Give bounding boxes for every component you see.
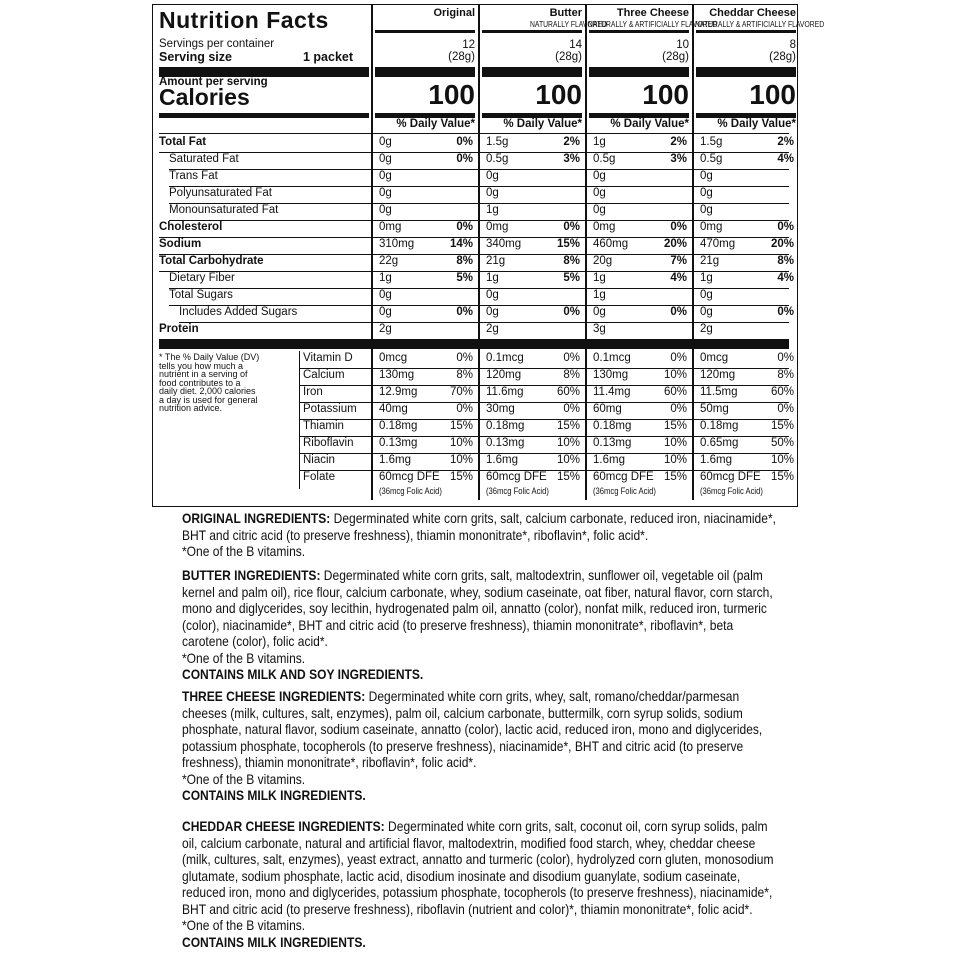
nutrient-label: Monounsaturated Fat	[169, 204, 279, 216]
nutrient-label: Total Carbohydrate	[159, 255, 264, 267]
nutrient-amount: 340mg	[486, 238, 522, 250]
vitamin-dv: 0%	[563, 352, 580, 364]
footnote-line: food contributes to a	[159, 377, 241, 388]
panel-title: Nutrition Facts	[159, 7, 329, 33]
vitamin-amount: 0.18mg	[486, 420, 525, 432]
vitamin-dv: 0%	[777, 403, 794, 415]
nutrient-amount: 1g	[486, 272, 499, 284]
vitamin-dv: 50%	[770, 437, 794, 449]
nutrient-dv: 0%	[670, 221, 687, 233]
vitamin-amount: 40mg	[379, 403, 408, 415]
nutrient-dv: 0%	[456, 306, 473, 318]
ingredient-title: THREE CHEESE INGREDIENTS:	[182, 688, 366, 704]
vitamin-amount: 0.13mg	[486, 437, 525, 449]
nutrient-amount: 1g	[486, 204, 499, 216]
column-serving-grams: (28g)	[769, 51, 796, 63]
row-rule	[169, 288, 789, 289]
nutrient-dv: 0%	[456, 136, 473, 148]
nutrient-dv: 2%	[777, 136, 794, 148]
dv-header: % Daily Value*	[503, 118, 582, 130]
nutrient-amount: 1g	[379, 272, 392, 284]
footnote-line: * The % Daily Value (DV)	[159, 352, 260, 362]
ingredient-note: *One of the B vitamins.	[182, 770, 306, 787]
ingredient-paragraph	[182, 818, 780, 917]
nutrient-amount: 0.5g	[486, 153, 509, 165]
vitamin-dv: 15%	[770, 471, 794, 483]
dv-header: % Daily Value*	[610, 118, 689, 130]
thick-divider	[159, 339, 789, 349]
vitamin-amount: 0mcg	[700, 352, 729, 364]
vitamin-amount: 0.18mg	[593, 420, 632, 432]
dv-header: % Daily Value*	[396, 118, 475, 130]
vitamin-dv: 0%	[456, 403, 473, 415]
nutrient-amount: 0.5g	[593, 153, 616, 165]
nutrient-dv: 20%	[770, 238, 794, 250]
vitamin-amount: 60mcg DFE	[700, 471, 761, 483]
vitamin-amount: 120mg	[700, 369, 736, 381]
medium-divider	[159, 113, 369, 118]
footnote-line: tells you how much a	[159, 360, 244, 371]
nutrient-label: Polyunsaturated Fat	[169, 187, 272, 199]
column-separator	[692, 5, 694, 500]
vitamin-amount: 60mcg DFE	[593, 471, 654, 483]
ingredient-block	[182, 818, 780, 950]
vitamin-dv: 10%	[449, 454, 473, 466]
vitamin-dv: 10%	[556, 437, 580, 449]
nutrient-amount: 21g	[486, 255, 506, 267]
nutrient-amount: 0g	[593, 306, 606, 318]
column-name: Butter	[549, 7, 582, 19]
vitamin-dv: 10%	[556, 454, 580, 466]
vitamin-amount: 0.1mcg	[486, 352, 524, 364]
column-separator	[371, 5, 373, 500]
vitamin-label: Niacin	[303, 454, 335, 466]
vitamin-amount: 1.6mg	[593, 454, 625, 466]
nutrient-amount: 2g	[486, 323, 499, 335]
vitamin-amount: 60mcg DFE	[486, 471, 547, 483]
nutrient-amount: 0g	[379, 289, 392, 301]
vitamin-amount: 0.1mcg	[593, 352, 631, 364]
nutrient-amount: 3g	[593, 323, 606, 335]
vitamin-dv: 10%	[770, 454, 794, 466]
nutrient-dv: 0%	[777, 221, 794, 233]
vitamin-amount: 1.6mg	[379, 454, 411, 466]
nutrient-amount: 0g	[700, 306, 713, 318]
nutrient-label: Includes Added Sugars	[179, 306, 298, 318]
calories-label: Calories	[159, 84, 250, 110]
vitamin-dv: 8%	[563, 369, 580, 381]
vitamin-dv: 8%	[777, 369, 794, 381]
folic-acid-note: (36mcg Folic Acid)	[486, 486, 549, 496]
nutrient-amount: 1.5g	[486, 136, 509, 148]
vitamin-dv: 10%	[663, 369, 687, 381]
nutrient-amount: 1g	[593, 136, 606, 148]
vitamin-dv: 10%	[663, 454, 687, 466]
vitamin-label: Calcium	[303, 369, 345, 381]
thick-divider	[589, 67, 689, 77]
thick-divider	[482, 67, 582, 77]
nutrient-dv: 0%	[670, 306, 687, 318]
column-calories: 100	[642, 79, 689, 110]
nutrient-amount: 0g	[593, 187, 606, 199]
column-servings: 10	[676, 39, 689, 51]
ingredient-block	[182, 510, 780, 560]
column-separator	[478, 5, 480, 500]
vitamin-dv: 60%	[663, 386, 687, 398]
ingredient-text: Degerminated white corn grits, salt, calcium carbonate, reduced iron, niacinamide*, BHT and citric acid (to preserve freshness), thiamin mononitrate*, riboflavin*, folic acid*.	[182, 510, 776, 543]
nutrient-amount: 2g	[700, 323, 713, 335]
ingredient-note: *One of the B vitamins.	[182, 649, 306, 666]
vitamin-dv: 10%	[663, 437, 687, 449]
vitamin-label: Iron	[303, 386, 323, 398]
column-flavor: NATURALLY FLAVORED	[530, 20, 607, 29]
row-rule	[159, 133, 789, 134]
nutrient-dv: 0%	[777, 306, 794, 318]
nutrient-amount: 0mg	[593, 221, 616, 233]
column-name: Original	[433, 7, 475, 19]
vitamin-dv: 15%	[449, 471, 473, 483]
nutrient-amount: 0g	[379, 204, 392, 216]
vitamin-separator	[299, 351, 300, 489]
nutrient-dv: 2%	[670, 136, 687, 148]
nutrient-label: Sodium	[159, 238, 202, 250]
footnote-line: nutrient in a serving of	[159, 369, 248, 379]
nutrient-amount: 0g	[486, 187, 499, 199]
vitamin-dv: 15%	[449, 420, 473, 432]
vitamin-amount: 1.6mg	[700, 454, 732, 466]
vitamin-amount: 11.5mg	[700, 386, 738, 398]
folic-acid-note: (36mcg Folic Acid)	[593, 486, 656, 496]
vitamin-label: Thiamin	[303, 420, 344, 432]
nutrient-amount: 0mg	[700, 221, 723, 233]
vitamin-dv: 0%	[777, 352, 794, 364]
vitamin-dv: 15%	[663, 420, 687, 432]
nutrient-amount: 20g	[593, 255, 613, 267]
vitamin-dv: 15%	[556, 420, 580, 432]
vitamin-amount: 11.6mg	[486, 386, 524, 398]
column-top-rule	[375, 30, 475, 33]
allergen-statement: CONTAINS MILK INGREDIENTS.	[182, 787, 366, 803]
nutrient-amount: 0g	[700, 170, 713, 182]
vitamin-amount: 30mg	[486, 403, 515, 415]
nutrient-amount: 0g	[593, 204, 606, 216]
vitamin-amount: 0.18mg	[379, 420, 418, 432]
ingredient-paragraph	[182, 567, 780, 650]
vitamin-amount: 11.4mg	[593, 386, 631, 398]
vitamin-amount: 60mg	[593, 403, 622, 415]
vitamin-amount: 50mg	[700, 403, 729, 415]
nutrient-label: Saturated Fat	[169, 153, 239, 165]
servings-label: Servings per container	[159, 38, 275, 50]
nutrient-amount: 21g	[700, 255, 720, 267]
vitamin-amount: 0.13mg	[593, 437, 632, 449]
vitamin-amount: 0.18mg	[700, 420, 739, 432]
nutrient-dv: 0%	[456, 153, 473, 165]
ingredient-title: ORIGINAL INGREDIENTS:	[182, 510, 331, 526]
vitamin-dv: 0%	[563, 403, 580, 415]
allergen-statement: CONTAINS MILK AND SOY INGREDIENTS.	[182, 666, 424, 682]
thick-divider	[375, 67, 475, 77]
nutrient-amount: 0.5g	[700, 153, 723, 165]
nutrient-dv: 0%	[563, 221, 580, 233]
nutrient-amount: 0g	[700, 204, 713, 216]
nutrient-label: Dietary Fiber	[169, 272, 235, 284]
nutrient-amount: 0mg	[486, 221, 509, 233]
vitamin-dv: 10%	[449, 437, 473, 449]
vitamin-label: Potassium	[303, 403, 357, 415]
ingredient-title: CHEDDAR CHEESE INGREDIENTS:	[182, 818, 385, 834]
column-serving-grams: (28g)	[555, 51, 582, 63]
folic-acid-note: (36mcg Folic Acid)	[700, 486, 763, 496]
ingredient-text: Degerminated white corn grits, salt, maltodextrin, sunflower oil, vegetable oil (palm kernel and palm oil), rice flour, calcium carbonate, whey, sodium caseinate, oat fiber, natural flavor, corn starch, mono and diglycerides, soy lecithin, hydrogenated palm oil, annatto (color), nonfat milk, reduced iron, turmeric (color), niacinamide*, BHT and citric acid (to preserve freshness), thiamin mononitrate*, riboflavin*, beta carotene (color), folic acid*.	[182, 567, 773, 649]
column-flavor: NATURALLY & ARTIFICIALLY FLAVORED	[695, 20, 825, 29]
nutrient-amount: 0g	[486, 170, 499, 182]
nutrient-label: Total Sugars	[169, 289, 233, 301]
nutrient-dv: 3%	[563, 153, 580, 165]
ingredient-note: *One of the B vitamins.	[182, 543, 306, 559]
vitamin-label: Vitamin D	[303, 352, 353, 364]
vitamin-dv: 15%	[556, 471, 580, 483]
column-separator	[585, 5, 587, 500]
vitamin-amount: 0.13mg	[379, 437, 418, 449]
nutrient-amount: 0g	[486, 306, 499, 318]
vitamin-dv: 0%	[670, 352, 687, 364]
nutrient-dv: 8%	[777, 255, 794, 267]
allergen-statement: CONTAINS MILK INGREDIENTS.	[182, 933, 366, 950]
nutrient-dv: 4%	[777, 153, 794, 165]
nutrient-amount: 0mg	[379, 221, 402, 233]
nutrient-amount: 0g	[700, 187, 713, 199]
nutrient-amount: 1.5g	[700, 136, 723, 148]
nutrient-dv: 4%	[777, 272, 794, 284]
row-rule	[179, 322, 789, 323]
column-servings: 14	[569, 39, 582, 51]
nutrient-amount: 2g	[379, 323, 392, 335]
nutrient-amount: 0g	[593, 170, 606, 182]
ingredient-paragraph	[182, 688, 780, 771]
column-calories: 100	[428, 79, 475, 110]
nutrient-label: Total Fat	[159, 136, 207, 148]
column-name: Cheddar Cheese	[709, 7, 796, 19]
nutrient-dv: 5%	[456, 272, 473, 284]
column-servings: 12	[462, 39, 475, 51]
nutrient-label: Trans Fat	[169, 170, 218, 182]
nutrient-dv: 8%	[456, 255, 473, 267]
footnote-line: a day is used for general	[159, 394, 258, 405]
vitamin-label: Folate	[303, 471, 335, 483]
nutrient-dv: 20%	[663, 238, 687, 250]
amount-per-serving: Amount per serving	[159, 76, 268, 88]
column-flavor: NATURALLY & ARTIFICIALLY FLAVORED	[588, 20, 718, 29]
row-rule	[159, 237, 789, 238]
nutrient-amount: 0g	[486, 289, 499, 301]
ingredient-note: *One of the B vitamins.	[182, 917, 306, 933]
nutrient-dv: 8%	[563, 255, 580, 267]
vitamin-amount: 120mg	[486, 369, 522, 381]
dv-header: % Daily Value*	[717, 118, 796, 130]
nutrient-amount: 0g	[379, 136, 392, 148]
column-top-rule	[696, 30, 796, 33]
nutrient-dv: 14%	[449, 238, 473, 250]
vitamin-label: Riboflavin	[303, 437, 354, 449]
nutrient-dv: 0%	[456, 221, 473, 233]
vitamin-dv: 15%	[663, 471, 687, 483]
ingredient-block	[182, 567, 780, 683]
vitamin-dv: 60%	[556, 386, 580, 398]
serving-size-label: Serving size	[159, 50, 232, 64]
footnote-line: nutrition advice.	[159, 403, 223, 413]
nutrient-dv: 3%	[670, 153, 687, 165]
nutrient-amount: 470mg	[700, 238, 736, 250]
nutrient-amount: 0g	[379, 306, 392, 318]
row-rule	[159, 271, 789, 272]
row-rule	[159, 152, 789, 153]
thick-divider	[696, 67, 796, 77]
nutrient-amount: 0g	[379, 153, 392, 165]
column-top-rule	[482, 30, 582, 33]
vitamin-dv: 15%	[770, 420, 794, 432]
nutrient-amount: 0g	[379, 187, 392, 199]
column-calories: 100	[535, 79, 582, 110]
nutrient-dv: 0%	[563, 306, 580, 318]
nutrient-amount: 0g	[700, 289, 713, 301]
folic-acid-note: (36mcg Folic Acid)	[379, 486, 442, 496]
serving-size-value: 1 packet	[303, 50, 354, 64]
nutrient-amount: 22g	[379, 255, 399, 267]
vitamin-dv: 0%	[456, 352, 473, 364]
vitamin-amount: 130mg	[379, 369, 415, 381]
nutrient-amount: 1g	[593, 289, 606, 301]
column-serving-grams: (28g)	[662, 51, 689, 63]
vitamin-amount: 130mg	[593, 369, 629, 381]
nutrient-dv: 2%	[563, 136, 580, 148]
nutrient-dv: 5%	[563, 272, 580, 284]
ingredient-text: Degerminated white corn grits, salt, coconut oil, corn syrup solids, palm oil, calcium carbonate, natural and artificial flavor, maltodextrin, modified food starch, whey, cheddar cheese (milk, cultures, salt, enzymes), yeast extract, annatto and turmeric (color), hydrolyzed corn gluten, monosodium glutamate, sodium phosphate, lactic acid, disodium inosinate and disodium guanylate, sodium caseinate, reduced iron, mono and diglycerides, potassium phosphate, tocopherols (to preserve freshness), niacinamide*, BHT and citric acid (to preserve freshness), riboflavin (nutrient and color)*, thiamin mononitrate*, folic acid*.	[182, 818, 774, 917]
vitamin-amount: 0.65mg	[700, 437, 739, 449]
nutrient-amount: 0g	[379, 170, 392, 182]
ingredient-block	[182, 688, 780, 804]
nutrient-dv: 15%	[556, 238, 580, 250]
ingredient-paragraph	[182, 510, 780, 543]
vitamin-amount: 12.9mg	[379, 386, 418, 398]
nutrient-amount: 460mg	[593, 238, 629, 250]
column-serving-grams: (28g)	[448, 51, 475, 63]
column-servings: 8	[789, 39, 796, 51]
vitamin-dv: 0%	[670, 403, 687, 415]
nutrient-amount: 1g	[593, 272, 606, 284]
nutrient-amount: 310mg	[379, 238, 415, 250]
column-top-rule	[589, 30, 689, 33]
row-rule	[169, 169, 789, 170]
vitamin-amount: 60mcg DFE	[379, 471, 440, 483]
nutrient-amount: 1g	[700, 272, 713, 284]
nutrient-label: Protein	[159, 323, 199, 335]
nutrition-facts-panel	[152, 4, 825, 507]
footnote-line: daily diet. 2,000 calories	[159, 386, 256, 396]
nutrient-label: Cholesterol	[159, 221, 223, 233]
vitamin-dv: 70%	[449, 386, 473, 398]
column-calories: 100	[749, 79, 796, 110]
vitamin-amount: 0mcg	[379, 352, 408, 364]
column-name: Three Cheese	[616, 7, 689, 19]
nutrient-dv: 7%	[670, 255, 687, 267]
nutrient-dv: 4%	[670, 272, 687, 284]
vitamin-amount: 1.6mg	[486, 454, 518, 466]
vitamin-dv: 60%	[770, 386, 794, 398]
vitamin-dv: 8%	[456, 369, 473, 381]
ingredient-title: BUTTER INGREDIENTS:	[182, 567, 321, 583]
ingredient-text: Degerminated white corn grits, whey, salt, romano/cheddar/parmesan cheeses (milk, cultures, salt, enzymes), palm oil, calcium carbonate, buttermilk, corn syrup solids, sodium phosphate, natural flavor, sodium caseinate, annatto (color), lactic acid, reduced iron, mono and diglycerides, potassium phosphate, tocopherols (to preserve freshness), niacinamide*, BHT and citric acid (to preserve freshness), thiamin mononitrate*, riboflavin*, folic acid*.	[182, 688, 763, 770]
